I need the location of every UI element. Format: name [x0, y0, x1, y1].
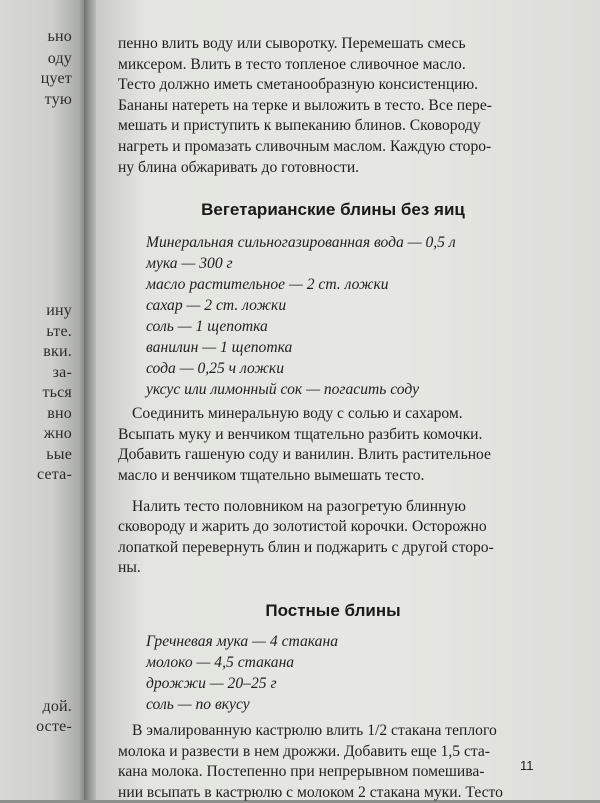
ingredient-item: сахар — 2 ст. ложки [146, 297, 287, 315]
recipe-title-vegetarian: Вегетарианские блины без яиц [201, 200, 465, 220]
text-line: Налить тесто половником на разогретую блинную [132, 497, 466, 515]
text-line: мешать и приступить к выпеканию блинов. Сковороду [118, 117, 481, 135]
method-paragraph [118, 497, 548, 579]
text-line: Тесто должно иметь сметанообразную консистенцию. [118, 76, 479, 94]
left-page-fragment: ьте. [46, 323, 72, 340]
left-page-fragment: за- [52, 364, 72, 381]
left-page-fragment: оду [47, 50, 72, 67]
page-number: 11 [520, 758, 534, 773]
ingredient-item: соль — 1 щепотка [146, 318, 268, 336]
ingredient-item: сода — 0,25 ч ложки [146, 360, 284, 378]
ingredient-item: дрожжи — 20–25 г [146, 674, 277, 692]
method-paragraph [118, 404, 548, 486]
text-line: нии всыпать в кастрюлю с молоком 2 стакана муки. Тесто [118, 783, 503, 801]
ingredient-list-vegetarian [118, 232, 548, 400]
left-facing-page [0, 0, 86, 800]
text-line: молока и развести в нем дрожжи. Добавить еще 1,5 ста- [118, 742, 491, 760]
left-page-fragment: вно [47, 405, 72, 422]
recipe-title-lenten: Постные блины [265, 600, 401, 620]
ingredient-item: ванилин — 1 щепотка [146, 339, 293, 357]
left-page-fragment: тую [44, 91, 72, 108]
left-page-fragment: дой. [42, 698, 72, 715]
left-page-fragment: жно [43, 425, 72, 442]
text-line: Добавить гашеную соду и ванилин. Влить растительное [118, 446, 491, 464]
text-line: сковороду и жарить до золотистой корочки. Осторожно [118, 518, 487, 536]
page-content [118, 34, 548, 803]
ingredient-item: Минеральная сильногазированная вода — 0,5 л [146, 234, 456, 252]
ingredient-item: масло растительное — 2 ст. ложки [146, 276, 389, 294]
left-page-fragment: ться [42, 384, 72, 401]
text-line: ну блина обжаривать до готовности. [118, 158, 360, 176]
ingredient-item: молоко — 4,5 стакана [146, 653, 295, 671]
left-page-fragment: ьно [47, 28, 72, 45]
text-line: пенно влить воду или сыворотку. Перемешать смесь [118, 35, 466, 52]
ingredient-item: соль — по вкусу [146, 695, 250, 713]
ingredient-item: мука — 300 г [146, 255, 233, 273]
method-paragraph [118, 721, 548, 803]
left-page-fragment: сета- [36, 466, 72, 483]
text-line: кана молока. Постепенно при непрерывном помешива- [118, 763, 485, 781]
ingredient-item: Гречневая мука — 4 стакана [146, 632, 338, 650]
left-page-fragment: цует [40, 70, 72, 87]
text-line: Соединить минеральную воду с солью и сахаром. [132, 405, 463, 423]
text-line: Бананы натереть на терке и выложить в тесто. Все пере- [118, 96, 492, 114]
text-line: Всыпать муку и венчиком тщательно разбить комочки. [118, 425, 483, 443]
intro-paragraph [118, 34, 548, 178]
left-page-fragment: осте- [36, 718, 72, 735]
left-page-fragment: ину [46, 302, 72, 319]
left-page-fragment: ьые [46, 446, 72, 463]
text-line: лопаткой перевернуть блин и поджарить с другой сторо- [118, 538, 494, 556]
ingredient-list-lenten [118, 631, 548, 715]
text-line: миксером. Влить в тесто топленое сливочное масло. [118, 55, 466, 73]
left-page-fragment: вки. [43, 343, 72, 360]
text-line: масло и венчиком тщательно вымешать тесто. [118, 466, 425, 484]
text-line: В эмалированную кастрюлю влить 1/2 стакана теплого [132, 721, 497, 739]
text-line: нагреть и промазать сливочным маслом. Каждую сторо- [118, 137, 492, 155]
text-line: ны. [118, 559, 141, 577]
ingredient-item: уксус или лимонный сок — погасить соду [146, 381, 420, 399]
